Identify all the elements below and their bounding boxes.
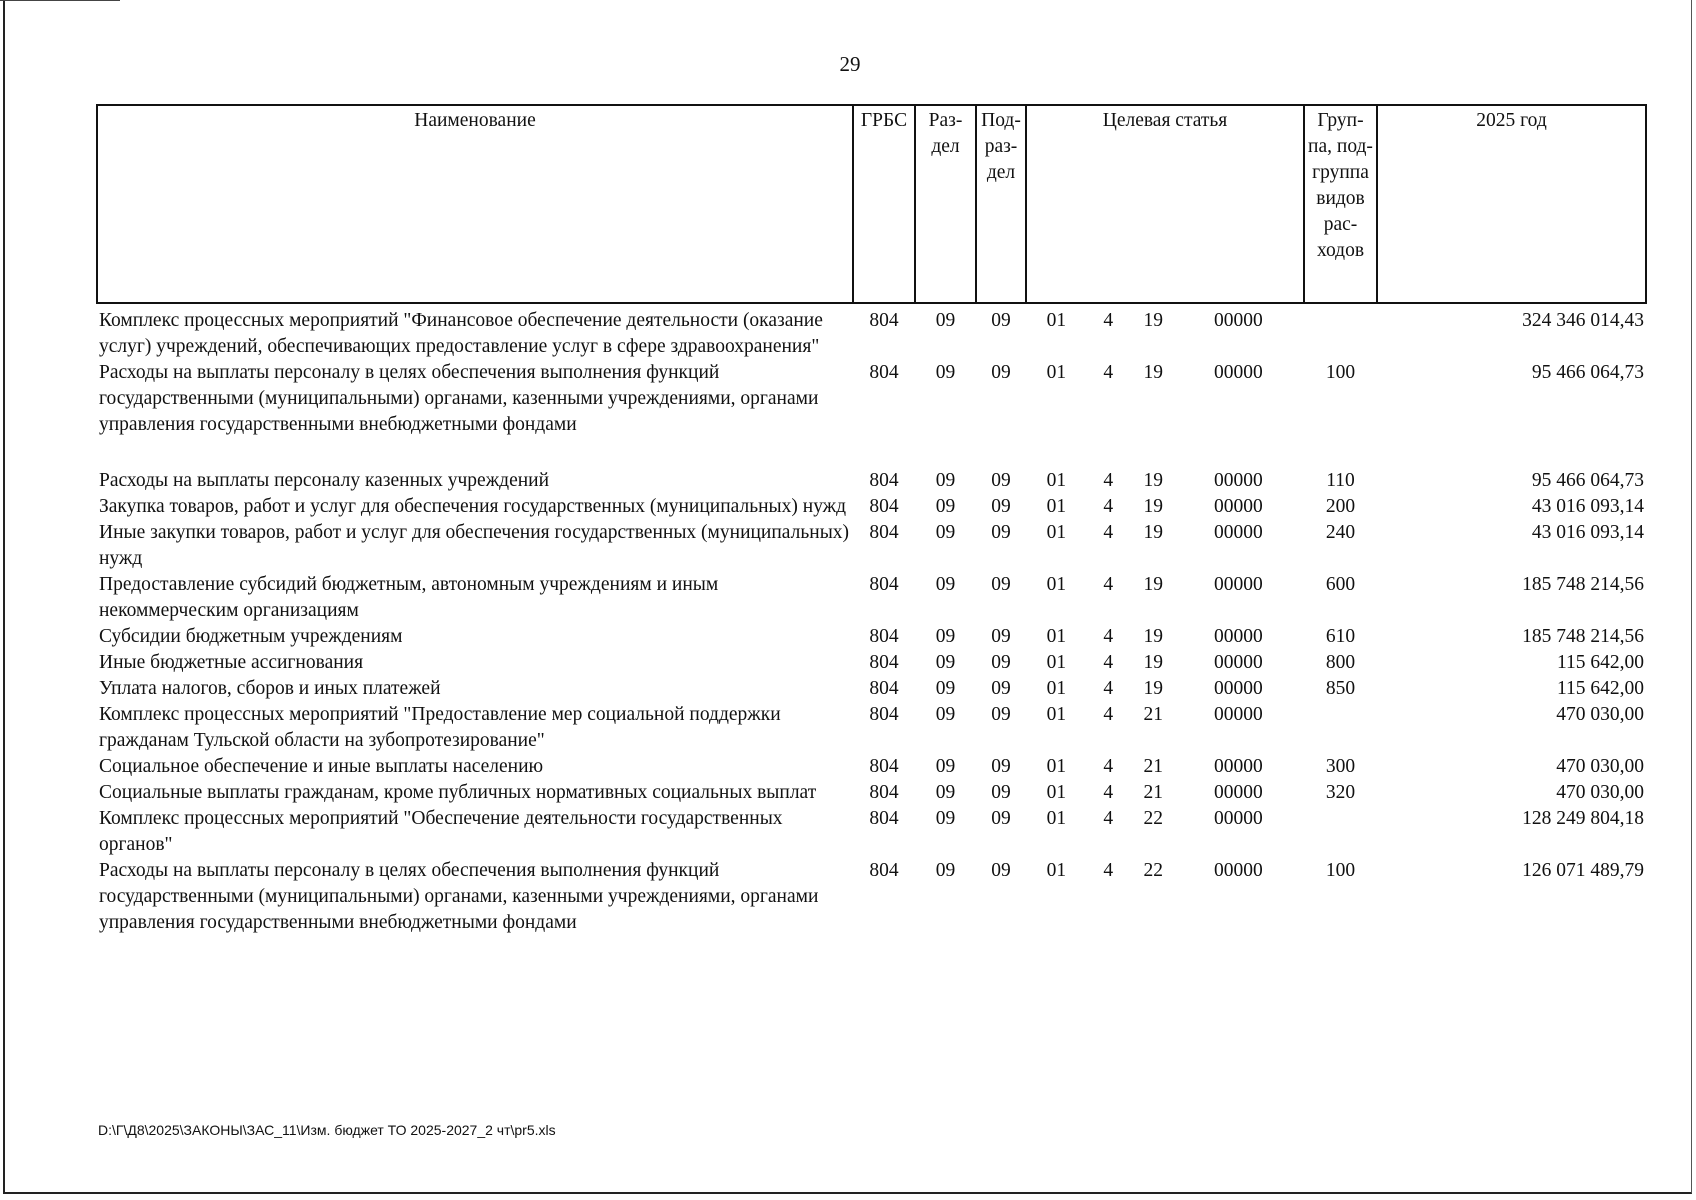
target-program: 01: [1046, 626, 1067, 647]
row-expense-group: [1304, 702, 1377, 754]
target-type: 4: [1103, 782, 1114, 803]
row-grbs: 804: [869, 496, 899, 517]
header-expense-group: Груп- па, под- группа видов рас- ходов: [1304, 105, 1377, 303]
scan-edge-line: [0, 0, 120, 1]
target-type: 4: [1103, 470, 1114, 491]
target-element: 19: [1143, 574, 1163, 595]
row-razdel: 09: [935, 678, 956, 699]
row-name: Комплекс процессных мероприятий "Предоставление мер социальной поддержки гражданам Тульской области на зубопротезирование": [99, 704, 781, 751]
row-grbs: 804: [869, 678, 899, 699]
row-target-article: [1026, 754, 1304, 780]
header-podrazdel: Под- раз- дел: [976, 105, 1026, 303]
target-direction: 00000: [1214, 626, 1263, 647]
row-razdel: 09: [935, 626, 956, 647]
target-program: 01: [1046, 362, 1067, 383]
row-amount: 43 016 093,14: [1531, 522, 1644, 543]
row-razdel: 09: [935, 522, 956, 543]
row-razdel: 09: [935, 470, 956, 491]
row-target-article: [1026, 494, 1304, 520]
target-type: 4: [1103, 310, 1114, 331]
target-program: 01: [1046, 496, 1067, 517]
table-row: [97, 624, 1646, 650]
row-name: Социальное обеспечение и иные выплаты населению: [99, 756, 544, 777]
row-amount: 324 346 014,43: [1522, 310, 1644, 331]
row-target-article: [1026, 702, 1304, 754]
row-amount: 185 748 214,56: [1522, 626, 1644, 647]
row-amount: 470 030,00: [1556, 756, 1644, 777]
target-program: 01: [1046, 522, 1067, 543]
target-program: 01: [1046, 678, 1067, 699]
row-grbs: 804: [869, 626, 899, 647]
target-element: 19: [1143, 678, 1163, 699]
table-row: [97, 780, 1646, 806]
row-podrazdel: 09: [991, 362, 1011, 383]
row-razdel: 09: [935, 362, 956, 383]
row-podrazdel: 09: [991, 574, 1011, 595]
row-podrazdel: 09: [991, 782, 1011, 803]
row-amount: 43 016 093,14: [1531, 496, 1644, 517]
row-grbs: 804: [869, 704, 899, 725]
row-amount: 115 642,00: [1556, 652, 1644, 673]
row-podrazdel: 09: [991, 860, 1011, 881]
target-direction: 00000: [1214, 652, 1263, 673]
row-razdel: 09: [935, 652, 956, 673]
row-target-article: [1026, 624, 1304, 650]
row-expense-group: 100: [1325, 362, 1356, 383]
target-element: 22: [1143, 860, 1163, 881]
target-direction: 00000: [1214, 470, 1263, 491]
table-header: [97, 105, 1646, 303]
target-direction: 00000: [1214, 362, 1263, 383]
row-grbs: 804: [869, 362, 899, 383]
table-row: [97, 702, 1646, 754]
row-podrazdel: 09: [991, 652, 1011, 673]
target-direction: 00000: [1214, 808, 1263, 829]
row-grbs: 804: [869, 574, 899, 595]
budget-table: [96, 104, 1647, 936]
target-type: 4: [1103, 626, 1114, 647]
row-amount: 128 249 804,18: [1522, 808, 1644, 829]
target-element: 19: [1143, 522, 1163, 543]
row-expense-group: 200: [1325, 496, 1356, 517]
target-direction: 00000: [1214, 678, 1263, 699]
target-type: 4: [1103, 860, 1114, 881]
row-grbs: 804: [869, 652, 899, 673]
row-grbs: 804: [869, 310, 899, 331]
row-name: Закупка товаров, работ и услуг для обеспечения государственных (муниципальных) нужд: [99, 496, 847, 517]
row-amount: 470 030,00: [1556, 782, 1644, 803]
table-row: [97, 303, 1646, 360]
row-grbs: 804: [869, 756, 899, 777]
row-name: Комплекс процессных мероприятий "Обеспечение деятельности государственных органов": [99, 808, 783, 855]
row-expense-group: 100: [1325, 860, 1356, 881]
row-amount: 95 466 064,73: [1531, 470, 1644, 491]
table-row: [97, 572, 1646, 624]
header-year-2025: 2025 год: [1377, 105, 1646, 303]
row-grbs: 804: [869, 782, 899, 803]
row-podrazdel: 09: [991, 626, 1011, 647]
row-target-article: [1026, 468, 1304, 494]
row-expense-group: 600: [1325, 574, 1356, 595]
row-grbs: 804: [869, 522, 899, 543]
row-razdel: 09: [935, 574, 956, 595]
row-target-article: [1026, 780, 1304, 806]
row-amount: 185 748 214,56: [1522, 574, 1644, 595]
target-element: 19: [1143, 362, 1163, 383]
target-element: 19: [1143, 626, 1163, 647]
table-row: [97, 650, 1646, 676]
footer-file-path: D:\Г\Д8\2025\ЗАКОНЫ\ЗАС_11\Изм. бюджет ТО 2025-2027_2 чт\pr5.xls: [98, 1122, 556, 1138]
row-name: Уплата налогов, сборов и иных платежей: [99, 678, 441, 699]
row-target-article: [1026, 858, 1304, 936]
table-row: [97, 468, 1646, 494]
header-grbs: ГРБС: [853, 105, 915, 303]
row-amount: 470 030,00: [1556, 704, 1644, 725]
row-razdel: 09: [935, 808, 956, 829]
target-program: 01: [1046, 704, 1067, 725]
row-name: Расходы на выплаты персоналу в целях обеспечения выполнения функций государственными (муниципальными) органами, казенными учреждениями, органами управления государственными внебюджетными фондами: [99, 860, 819, 933]
target-element: 19: [1143, 470, 1163, 491]
row-grbs: 804: [869, 808, 899, 829]
row-razdel: 09: [935, 860, 956, 881]
table-row: [97, 676, 1646, 702]
target-program: 01: [1046, 782, 1067, 803]
target-direction: 00000: [1214, 704, 1263, 725]
row-podrazdel: 09: [991, 678, 1011, 699]
row-grbs: 804: [869, 860, 899, 881]
target-type: 4: [1103, 678, 1114, 699]
row-razdel: 09: [935, 496, 956, 517]
header-name: Наименование: [97, 105, 853, 303]
table-row: [97, 494, 1646, 520]
row-razdel: 09: [935, 704, 956, 725]
row-expense-group: 610: [1325, 626, 1356, 647]
target-type: 4: [1103, 496, 1114, 517]
target-element: 19: [1143, 652, 1163, 673]
target-element: 19: [1143, 496, 1163, 517]
target-program: 01: [1046, 310, 1067, 331]
row-name: Иные закупки товаров, работ и услуг для обеспечения государственных (муниципальных) нужд: [99, 522, 850, 569]
row-name: Субсидии бюджетным учреждениям: [99, 626, 403, 647]
page-number: 29: [839, 52, 861, 76]
row-podrazdel: 09: [991, 522, 1011, 543]
row-podrazdel: 09: [991, 808, 1011, 829]
row-name: Расходы на выплаты персоналу в целях обеспечения выполнения функций государственными (муниципальными) органами, казенными учреждениями, органами управления государственными внебюджетными фондами: [99, 362, 819, 435]
target-element: 22: [1143, 808, 1163, 829]
table-row: [97, 360, 1646, 468]
row-podrazdel: 09: [991, 310, 1011, 331]
row-podrazdel: 09: [991, 756, 1011, 777]
target-direction: 00000: [1214, 310, 1263, 331]
row-amount: 95 466 064,73: [1531, 362, 1644, 383]
target-program: 01: [1046, 860, 1067, 881]
target-direction: 00000: [1214, 522, 1263, 543]
row-grbs: 804: [869, 470, 899, 491]
row-expense-group: [1304, 303, 1377, 360]
header-target-article: Целевая статья: [1026, 105, 1304, 303]
target-type: 4: [1103, 522, 1114, 543]
target-program: 01: [1046, 652, 1067, 673]
table-body: [97, 303, 1646, 936]
row-amount: 126 071 489,79: [1522, 860, 1644, 881]
target-element: 19: [1143, 310, 1163, 331]
target-type: 4: [1103, 808, 1114, 829]
target-program: 01: [1046, 574, 1067, 595]
row-expense-group: [1304, 806, 1377, 858]
target-direction: 00000: [1214, 782, 1263, 803]
row-target-article: [1026, 676, 1304, 702]
row-podrazdel: 09: [991, 704, 1011, 725]
row-name: Социальные выплаты гражданам, кроме публичных нормативных социальных выплат: [99, 782, 817, 803]
row-target-article: [1026, 806, 1304, 858]
row-expense-group: 320: [1325, 782, 1356, 803]
target-type: 4: [1103, 362, 1114, 383]
target-type: 4: [1103, 574, 1114, 595]
target-program: 01: [1046, 808, 1067, 829]
target-program: 01: [1046, 470, 1067, 491]
row-expense-group: 800: [1325, 652, 1356, 673]
row-expense-group: 240: [1325, 522, 1356, 543]
row-target-article: [1026, 303, 1304, 360]
row-podrazdel: 09: [991, 470, 1011, 491]
row-razdel: 09: [935, 310, 956, 331]
row-name: Комплекс процессных мероприятий "Финансовое обеспечение деятельности (оказание услуг) учреждений, обеспечивающих предоставление услуг в сфере здравоохранения": [99, 310, 823, 357]
row-target-article: [1026, 360, 1304, 468]
row-razdel: 09: [935, 782, 956, 803]
row-target-article: [1026, 572, 1304, 624]
target-direction: 00000: [1214, 574, 1263, 595]
target-type: 4: [1103, 704, 1114, 725]
table-row: [97, 858, 1646, 936]
row-name: Расходы на выплаты персоналу казенных учреждений: [99, 470, 550, 491]
table-row: [97, 520, 1646, 572]
target-element: 21: [1143, 782, 1163, 803]
target-type: 4: [1103, 756, 1114, 777]
row-podrazdel: 09: [991, 496, 1011, 517]
target-direction: 00000: [1214, 860, 1263, 881]
table-row: [97, 806, 1646, 858]
row-razdel: 09: [935, 756, 956, 777]
row-target-article: [1026, 520, 1304, 572]
row-expense-group: 850: [1325, 678, 1356, 699]
row-name: Иные бюджетные ассигнования: [99, 652, 364, 673]
target-element: 21: [1143, 756, 1163, 777]
row-expense-group: 110: [1326, 470, 1355, 491]
target-direction: 00000: [1214, 496, 1263, 517]
target-program: 01: [1046, 756, 1067, 777]
header-razdel: Раз- дел: [915, 105, 976, 303]
target-direction: 00000: [1214, 756, 1263, 777]
table-row: [97, 754, 1646, 780]
row-expense-group: 300: [1325, 756, 1356, 777]
row-amount: 115 642,00: [1556, 678, 1644, 699]
row-name: Предоставление субсидий бюджетным, автономным учреждениям и иным некоммерческим организациям: [99, 574, 719, 621]
target-element: 21: [1143, 704, 1163, 725]
row-target-article: [1026, 650, 1304, 676]
target-type: 4: [1103, 652, 1114, 673]
